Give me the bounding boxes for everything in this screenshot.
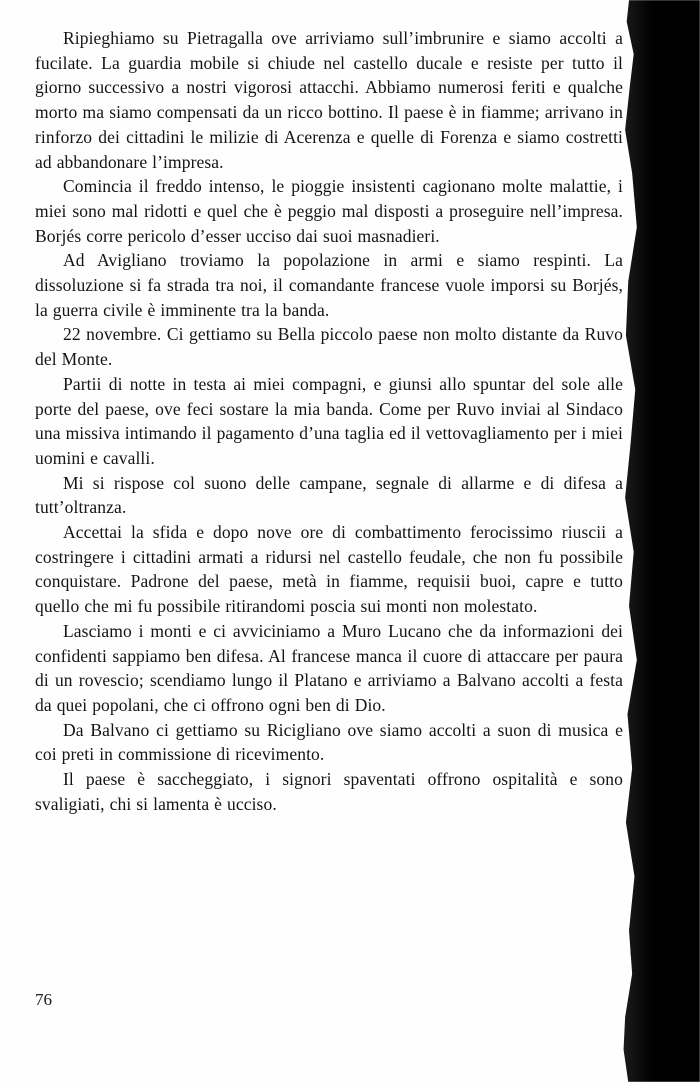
paragraph: Comincia il freddo intenso, le pioggie insistenti cagionano molte malattie, i miei sono mal ridotti e quel che è peggio mal disposti a proseguire nell’impresa. Borjés corre pericolo d’esser ucciso dai suoi masnadieri. — [35, 176, 623, 246]
paragraph: Partii di notte in testa ai miei compagni, e giunsi allo spuntar del sole alle porte del paese, ove feci sostare la mia banda. Come per Ruvo inviai al Sindaco una missiva intimando il pagamento d’una taglia ed il vettovagliamento per i miei uomini e cavalli. — [35, 373, 623, 468]
page-number: 76 — [35, 990, 52, 1009]
paragraph: 22 novembre. Ci gettiamo su Bella piccolo paese non molto distante da Ruvo del Monte. — [35, 324, 623, 370]
paragraph: Mi si rispose col suono delle campane, segnale di allarme e di difesa a tutt’oltranza. — [35, 472, 623, 518]
paragraph: Ad Avigliano troviamo la popolazione in armi e siamo respinti. La dissoluzione si fa strada tra noi, il comandante francese vuole imporsi su Borjés, la guerra civile è imminente tra la banda. — [35, 250, 623, 320]
page-text — [35, 26, 623, 817]
paragraph: Il paese è saccheggiato, i signori spaventati offrono ospitalità e sono svaligiati, chi si lamenta è ucciso. — [35, 769, 623, 814]
paragraph: Ripieghiamo su Pietragalla ove arriviamo sull’imbrunire e siamo accolti a fucilate. La guardia mobile si chiude nel castello ducale e resiste per tutto il giorno successivo a nostri vigorosi attacchi. Abbiamo numerosi feriti e qualche morto ma siamo compensati da un ricco bottino. Il paese è in fiamme; arrivano in rinforzo dei cittadini le milizie di Acerenza e quelle di Forenza e siamo costretti ad abbandonare l’impresa. — [35, 28, 623, 172]
scan-edge-shadow-artifact — [622, 0, 700, 1082]
paragraph: Accettai la sfida e dopo nove ore di combattimento ferocissimo riuscii a costringere i cittadini armati a ridursi nel castello feudale, che non fu possibile conquistare. Padrone del paese, metà in fiamme, requisii buoi, capre e tutto quello che mi fu possibile ritirandomi poscia sui monti non molestato. — [35, 522, 623, 617]
paragraph: Lasciamo i monti e ci avviciniamo a Muro Lucano che da informazioni dei confidenti sappiamo ben difesa. Al francese manca il cuore di attaccare per paura di un rovescio; scendiamo lungo il Platano e arriviamo a Balvano accolti a festa da quei popolani, che ci offrono ogni ben di Dio. — [35, 620, 623, 715]
paragraph: Da Balvano ci gettiamo su Ricigliano ove siamo accolti a suon di musica e coi preti in commissione di ricevimento. — [35, 719, 623, 765]
